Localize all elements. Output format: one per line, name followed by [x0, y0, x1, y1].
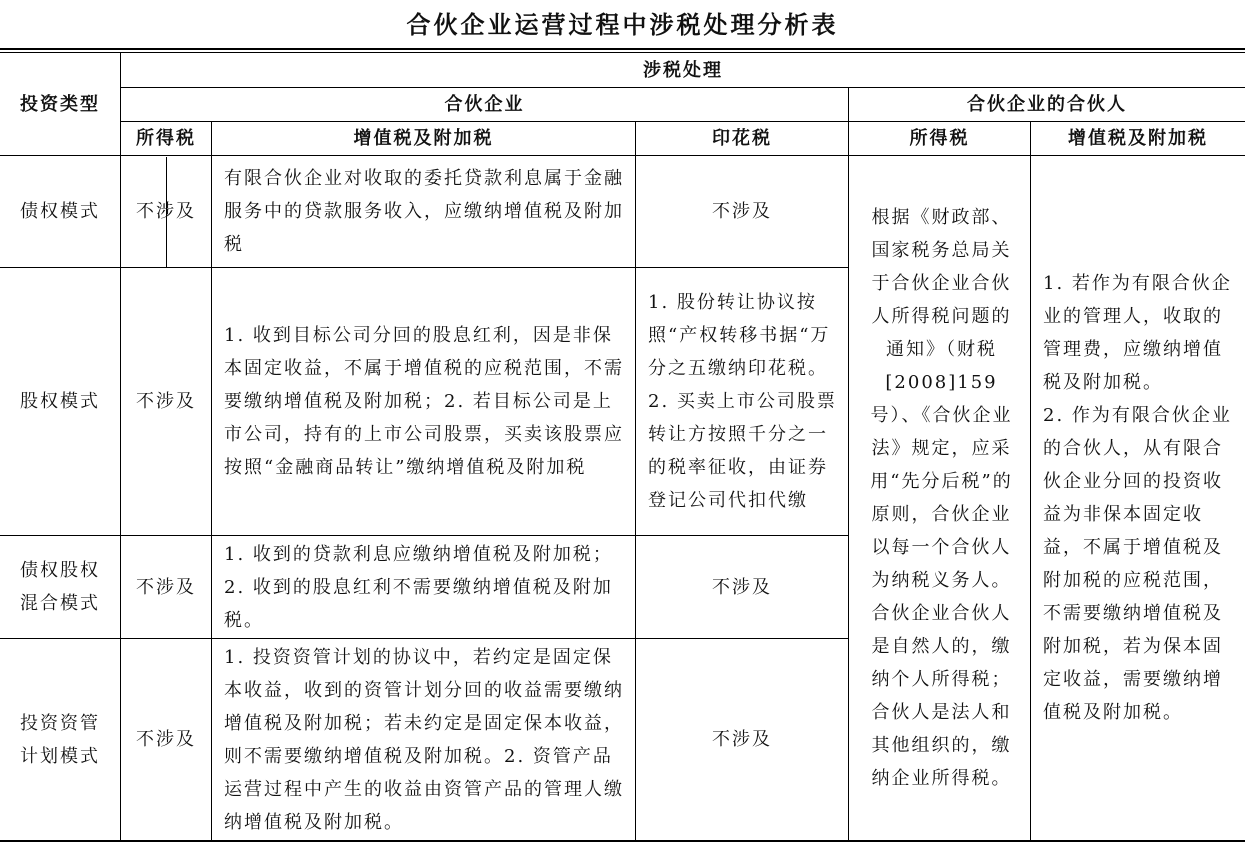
bottom-rule	[0, 840, 1245, 842]
partner-income-tax-cell	[849, 156, 1030, 840]
header-investment-type: 投资类型	[20, 93, 100, 115]
row-stamp-debt: 不涉及	[712, 201, 772, 222]
row-stamp-asset-mgmt: 不涉及	[712, 729, 772, 750]
table-title: 合伙企业运营过程中涉税处理分析表	[406, 10, 839, 39]
header-tax-treatment: 涉税处理	[643, 59, 723, 81]
row-stamp-equity-text: 1. 股份转让协议按照“产权转移书据“万分之五缴纳印花税。2. 买卖上市公司股票转让方按照千分之一的税率征收，由证券登记公司代扣代缴	[648, 292, 837, 511]
top-rule	[0, 48, 1245, 50]
row-income-tax-debt: 不涉及	[136, 201, 196, 222]
row-vat-equity	[212, 268, 635, 535]
row-type-mixed: 债权股权混合模式	[20, 560, 100, 614]
header-partners: 合伙企业的合伙人	[967, 94, 1127, 115]
row-type-equity: 股权模式	[20, 391, 100, 412]
row-vat-mixed	[212, 536, 635, 638]
row-stamp-equity	[636, 268, 848, 535]
row-vat-debt	[212, 156, 635, 267]
partner-income-tax-text: 根据《财政部、国家税务总局关于合伙企业合伙人所得税问题的通知》（财税[2008]159 号）、《合伙企业法》规定，应采用“先分后税”的原则，合伙企业以每一个合伙人为纳税义务人。合伙企业合伙人是自然人的，缴纳个人所得税；合伙人是法人和其他组织的，缴纳企业所得税。	[870, 207, 1013, 789]
header-partner-income-tax: 所得税	[909, 128, 970, 149]
header-partnership: 合伙企业	[444, 94, 525, 115]
row-vat-asset-mgmt	[212, 639, 635, 840]
header-partner-vat-surcharge: 增值税及附加税	[1068, 128, 1208, 149]
row-vat-debt-text: 有限合伙企业对收取的委托贷款利息属于金融服务中的贷款服务收入，应缴纳增值税及附加税	[224, 168, 624, 255]
header-income-tax: 所得税	[136, 128, 196, 149]
row-vat-asset-mgmt-text: 1. 投资资管计划的协议中，若约定是固定保本收益，收到的资管计划分回的收益需要缴纳增值税及附加税；若未约定是固定保本收益，则不需要缴纳增值税及附加税。2. 资管产品运营过程中产生的收益由资管产品的管理人缴纳增值税及附加税。	[224, 646, 624, 833]
row-type-asset-mgmt: 投资资管计划模式	[20, 712, 100, 767]
row-vat-equity-text: 1. 收到目标公司分回的股息红利，因是非保本固定收益，不属于增值税的应税范围，不需要缴纳增值税及附加税；2. 若目标公司是上市公司，持有的上市公司股票，买卖该股票应按照“金融商品转让”缴纳增值税及附加税	[224, 325, 624, 478]
row-type-debt: 债权模式	[20, 201, 100, 222]
header-stamp-tax: 印花税	[712, 128, 772, 149]
row-income-tax-asset-mgmt: 不涉及	[136, 729, 196, 750]
partner-vat-text: 1. 若作为有限合伙企业的管理人，收取的管理费，应缴纳增值税及附加税。 2. 作为有限合伙企业的合伙人，从有限合伙企业分回的投资收益为非保本固定收益，不属于增值税及附加税的应税范围，不需要缴纳增值税及附加税，若为保本固定收益，需要缴纳增值税及附加税。	[1043, 273, 1232, 723]
row-stamp-mixed: 不涉及	[712, 576, 772, 598]
partner-vat-cell	[1031, 156, 1245, 840]
row-income-tax-equity: 不涉及	[136, 391, 196, 412]
header-vat-surcharge: 增值税及附加税	[353, 128, 494, 149]
row-vat-mixed-text: 1. 收到的贷款利息应缴纳增值税及附加税；2. 收到的股息红利不需要缴纳增值税及附加税。	[224, 543, 613, 631]
row-income-tax-mixed: 不涉及	[136, 576, 196, 598]
